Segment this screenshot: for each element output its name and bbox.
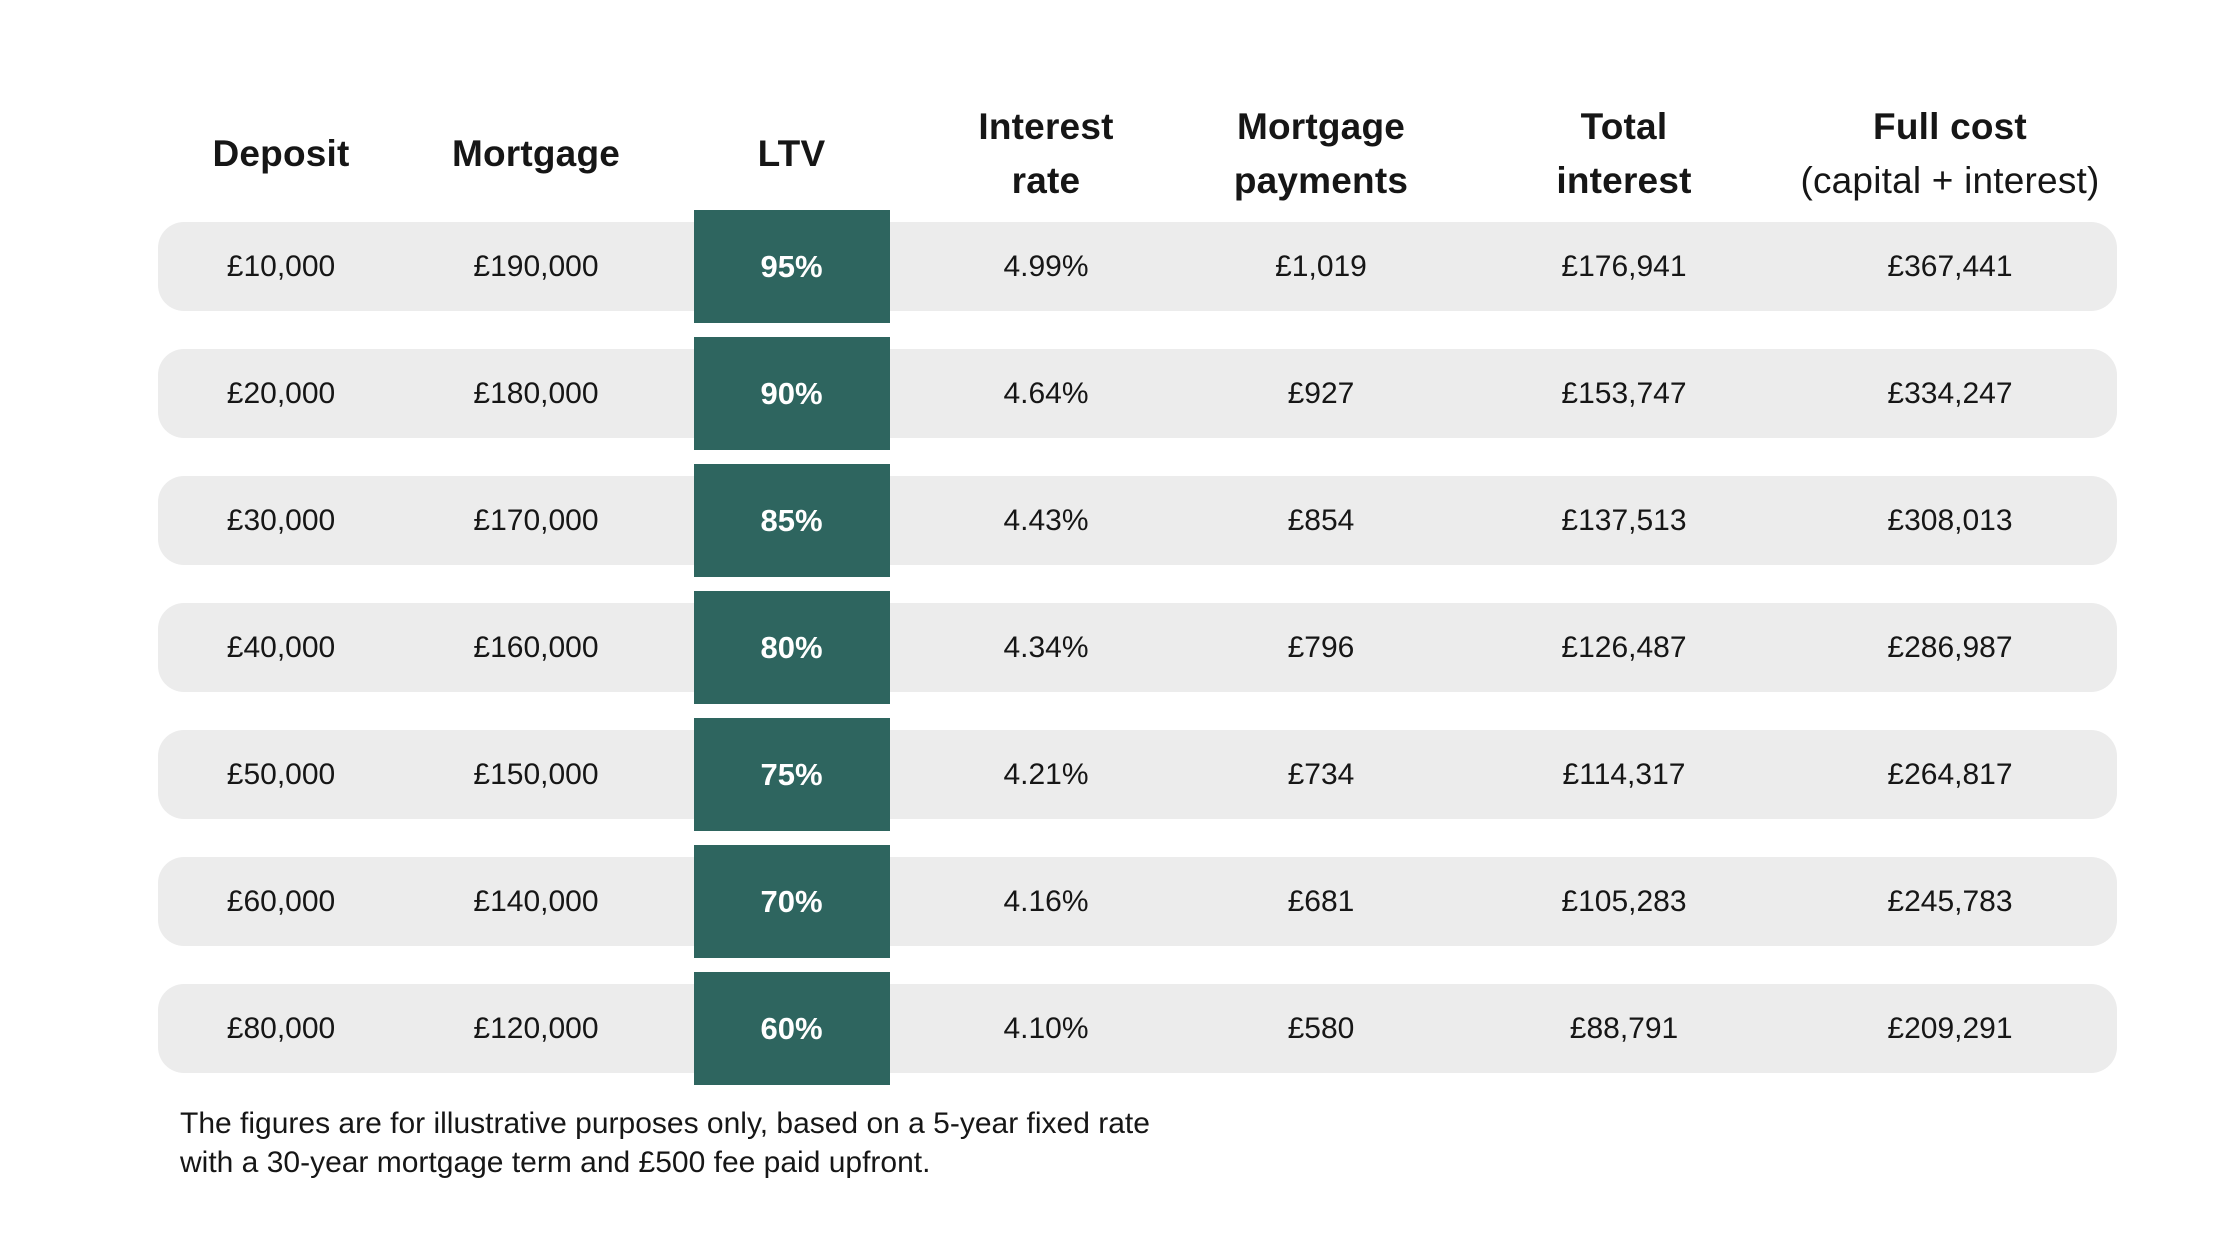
full_cost-cell: £209,291 [1887,1011,2013,1045]
column-header-ltv-line: LTV [757,133,826,174]
total_interest-cell: £176,941 [1561,249,1687,283]
ltv-badge: 95% [694,210,890,323]
payment-cell: £734 [1287,757,1355,791]
column-header-mortgage [404,127,668,181]
deposit-cell: £10,000 [226,249,336,283]
ltv-cell [668,984,915,1073]
table-row [158,984,2117,1073]
footnote-line-1: The figures are for illustrative purposes only, based on a 5-year fixed rate [180,1107,1150,1140]
column-header-rate [915,100,1177,208]
mortgage-cell: £150,000 [473,757,599,791]
footnote [180,1104,1150,1182]
full_cost-cell: £308,013 [1887,503,2013,537]
total_interest-cell: £153,747 [1561,376,1687,410]
column-header-ltv [668,127,915,181]
total_interest-cell: £114,317 [1562,757,1686,791]
ltv-badge: 60% [694,972,890,1085]
column-header-deposit [158,127,404,181]
payment-cell: £796 [1287,630,1355,664]
rate-cell: 4.99% [1003,249,1089,283]
ltv-cell [668,603,915,692]
column-header-total_interest-line: interest [1556,160,1692,201]
column-header-payment [1177,100,1465,208]
ltv-badge: 75% [694,718,890,831]
mortgage-cell: £190,000 [473,249,599,283]
ltv-badge: 85% [694,464,890,577]
deposit-cell: £40,000 [226,630,336,664]
rate-cell: 4.10% [1003,1011,1089,1045]
rate-cell: 4.34% [1003,630,1089,664]
column-header-full_cost [1783,100,2117,208]
table-row [158,603,2117,692]
ltv-badge: 70% [694,845,890,958]
mortgage-cell: £170,000 [473,503,599,537]
full_cost-cell: £286,987 [1887,630,2013,664]
total_interest-cell: £126,487 [1561,630,1687,664]
ltv-badge: 90% [694,337,890,450]
payment-cell: £854 [1287,503,1355,537]
column-header-mortgage-line: Mortgage [451,133,621,174]
rate-cell: 4.21% [1003,757,1089,791]
deposit-cell: £50,000 [226,757,336,791]
ltv-cell [668,476,915,565]
total_interest-cell: £137,513 [1561,503,1687,537]
ltv-cell [668,730,915,819]
deposit-cell: £60,000 [226,884,336,918]
table-row [158,730,2117,819]
ltv-cell [668,222,915,311]
mortgage-cell: £180,000 [473,376,599,410]
payment-cell: £681 [1287,884,1355,918]
ltv-badge: 80% [694,591,890,704]
column-header-payment-line: payments [1233,160,1409,201]
ltv-cell [668,349,915,438]
full_cost-cell: £264,817 [1887,757,2013,791]
total_interest-cell: £105,283 [1561,884,1687,918]
rate-cell: 4.16% [1003,884,1089,918]
column-header-total_interest-line: Total [1580,106,1668,147]
deposit-cell: £80,000 [226,1011,336,1045]
table-row [158,349,2117,438]
column-header-payment-line: Mortgage [1236,106,1406,147]
table-header [158,100,2117,208]
column-header-full_cost-line: (capital + interest) [1800,160,2100,201]
payment-cell: £580 [1287,1011,1355,1045]
footnote-line-2: with a 30-year mortgage term and £500 fee paid upfront. [180,1146,931,1179]
column-header-total_interest [1465,100,1783,208]
deposit-cell: £30,000 [226,503,336,537]
deposit-cell: £20,000 [226,376,336,410]
rate-cell: 4.64% [1003,376,1089,410]
table-row [158,476,2117,565]
rate-cell: 4.43% [1003,503,1089,537]
mortgage-cell: £120,000 [473,1011,599,1045]
mortgage-cell: £140,000 [473,884,599,918]
table-body [158,222,2117,1111]
table-row [158,222,2117,311]
column-header-rate-line: rate [1011,160,1081,201]
payment-cell: £927 [1287,376,1355,410]
full_cost-cell: £245,783 [1887,884,2013,918]
full_cost-cell: £334,247 [1887,376,2013,410]
column-header-rate-line: Interest [978,106,1114,147]
ltv-cell [668,857,915,946]
column-header-deposit-line: Deposit [212,133,350,174]
mortgage-cell: £160,000 [473,630,599,664]
column-header-full_cost-line: Full cost [1873,106,2027,147]
total_interest-cell: £88,791 [1569,1011,1679,1045]
table-row [158,857,2117,946]
full_cost-cell: £367,441 [1887,249,2013,283]
payment-cell: £1,019 [1275,249,1367,283]
